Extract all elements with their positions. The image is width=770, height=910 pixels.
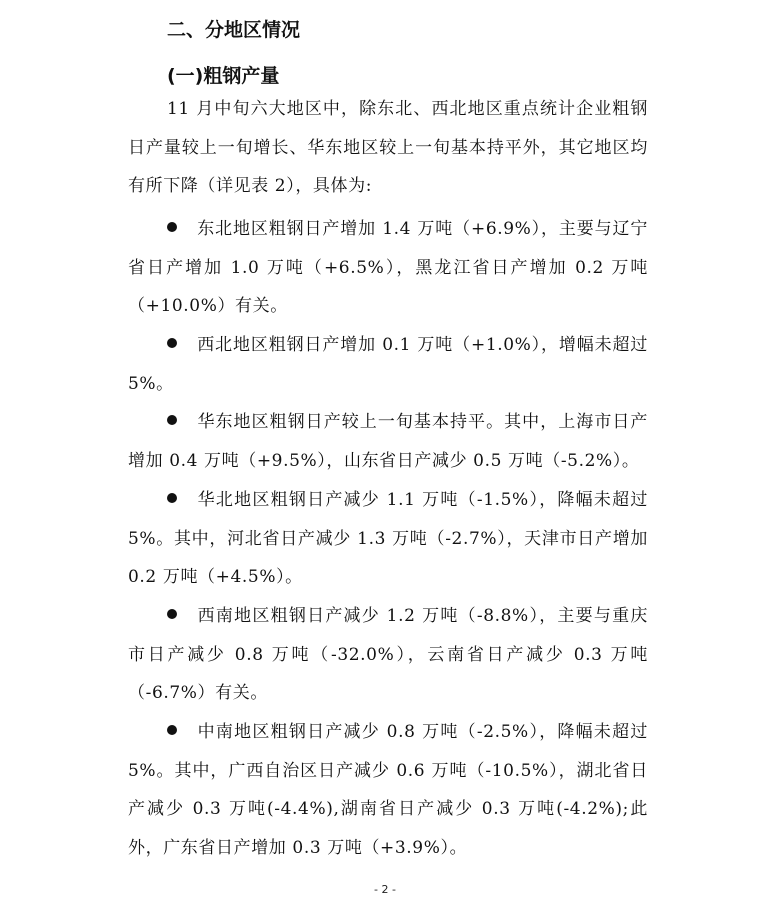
page-number: - 2 -: [374, 883, 396, 896]
bullet-text: 西南地区粗钢日产减少 1.2 万吨（-8.8%），主要与重庆市日产减少 0.8 万吨（-32.0%），云南省日产减少 0.3 万吨（-6.7%）有关。: [128, 606, 648, 703]
bullet-south-central: [128, 713, 648, 867]
bullet-text: 华北地区粗钢日产减少 1.1 万吨（-1.5%），降幅未超过 5%。其中，河北省日产减少 1.3 万吨（-2.7%），天津市日产增加 0.2 万吨（+4.5%）。: [128, 490, 648, 587]
bullet-text: 东北地区粗钢日产增加 1.4 万吨（+6.9%），主要与辽宁省日产增加 1.0 万吨（+6.5%），黑龙江省日产增加 0.2 万吨（+10.0%）有关。: [128, 219, 648, 316]
bullet-southwest: [128, 597, 648, 713]
section-heading: 二、分地区情况: [167, 19, 301, 41]
bullet-dot-icon: [167, 609, 177, 619]
bullet-text: 西北地区粗钢日产增加 0.1 万吨（+1.0%），增幅未超过 5%。: [128, 335, 648, 394]
bullet-dot-icon: [167, 222, 177, 232]
intro-paragraph: 11 月中旬六大地区中，除东北、西北地区重点统计企业粗钢日产量较上一旬增长、华东地区较上一旬基本持平外，其它地区均有所下降（详见表 2），具体为:: [128, 99, 648, 196]
bullet-text: 华东地区粗钢日产较上一旬基本持平。其中，上海市日产增加 0.4 万吨（+9.5%），山东省日产减少 0.5 万吨（-5.2%）。: [128, 412, 648, 471]
bullet-dot-icon: [167, 415, 177, 425]
bullet-northwest: [128, 326, 648, 403]
bullet-east: [128, 403, 648, 480]
bullet-dot-icon: [167, 493, 177, 503]
bullet-text: 中南地区粗钢日产减少 0.8 万吨（-2.5%），降幅未超过 5%。其中，广西自治区日产减少 0.6 万吨（-10.5%），湖北省日产减少 0.3 万吨(-4.4%),湖南省日产减少 0.3 万吨(-4.2%);此外，广东省日产增加 0.3 万吨（+3.9%）。: [128, 722, 648, 858]
bullet-north: [128, 481, 648, 597]
bullet-dot-icon: [167, 338, 177, 348]
bullet-dot-icon: [167, 725, 177, 735]
bullet-northeast: [128, 210, 648, 326]
subsection-heading: (一)粗钢产量: [167, 65, 280, 87]
